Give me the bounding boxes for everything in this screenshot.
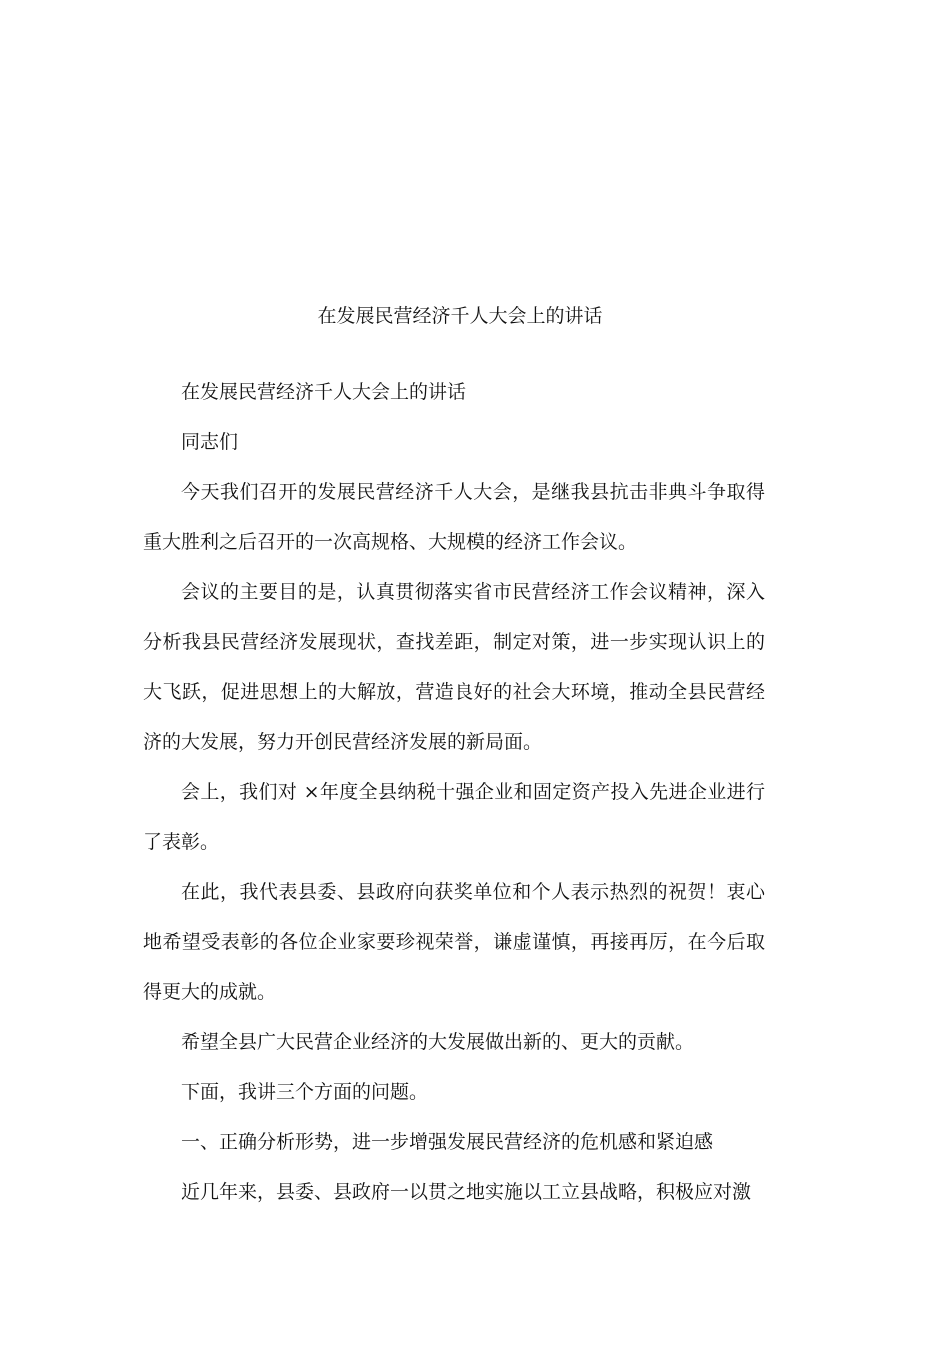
document-body <box>143 367 765 1217</box>
paragraph-heading-repeat: 在发展民营经济千人大会上的讲话 <box>181 381 467 403</box>
section-heading: 一、正确分析形势，进一步增强发展民营经济的危机感和紧迫感 <box>181 1131 714 1153</box>
paragraph-salutation: 同志们 <box>181 431 239 453</box>
document-title: 在发展民营经济千人大会上的讲话 <box>317 305 603 327</box>
paragraph: 在此，我代表县委、县政府向获奖单位和个人表示热烈的祝贺！衷心地希望受表彰的各位企业家要珍视荣誉，谦虚谨慎，再接再厉，在今后取得更大的成就。 <box>143 881 765 1003</box>
paragraph: 下面，我讲三个方面的问题。 <box>181 1081 429 1103</box>
paragraph: 近几年来，县委、县政府一以贯之地实施以工立县战略，积极应对激 <box>181 1181 752 1203</box>
paragraph: 今天我们召开的发展民营经济千人大会，是继我县抗击非典斗争取得重大胜利之后召开的一次高规格、大规模的经济工作会议。 <box>143 481 765 553</box>
paragraph: 希望全县广大民营企业经济的大发展做出新的、更大的贡献。 <box>181 1031 695 1053</box>
paragraph: 会议的主要目的是，认真贯彻落实省市民营经济工作会议精神，深入分析我县民营经济发展现状，查找差距，制定对策，进一步实现认识上的大飞跃，促进思想上的大解放，营造良好的社会大环境，推动全县民营经济的大发展，努力开创民营经济发展的新局面。 <box>143 581 765 753</box>
paragraph: 会上，我们对 ×年度全县纳税十强企业和固定资产投入先进企业进行了表彰。 <box>143 781 765 853</box>
